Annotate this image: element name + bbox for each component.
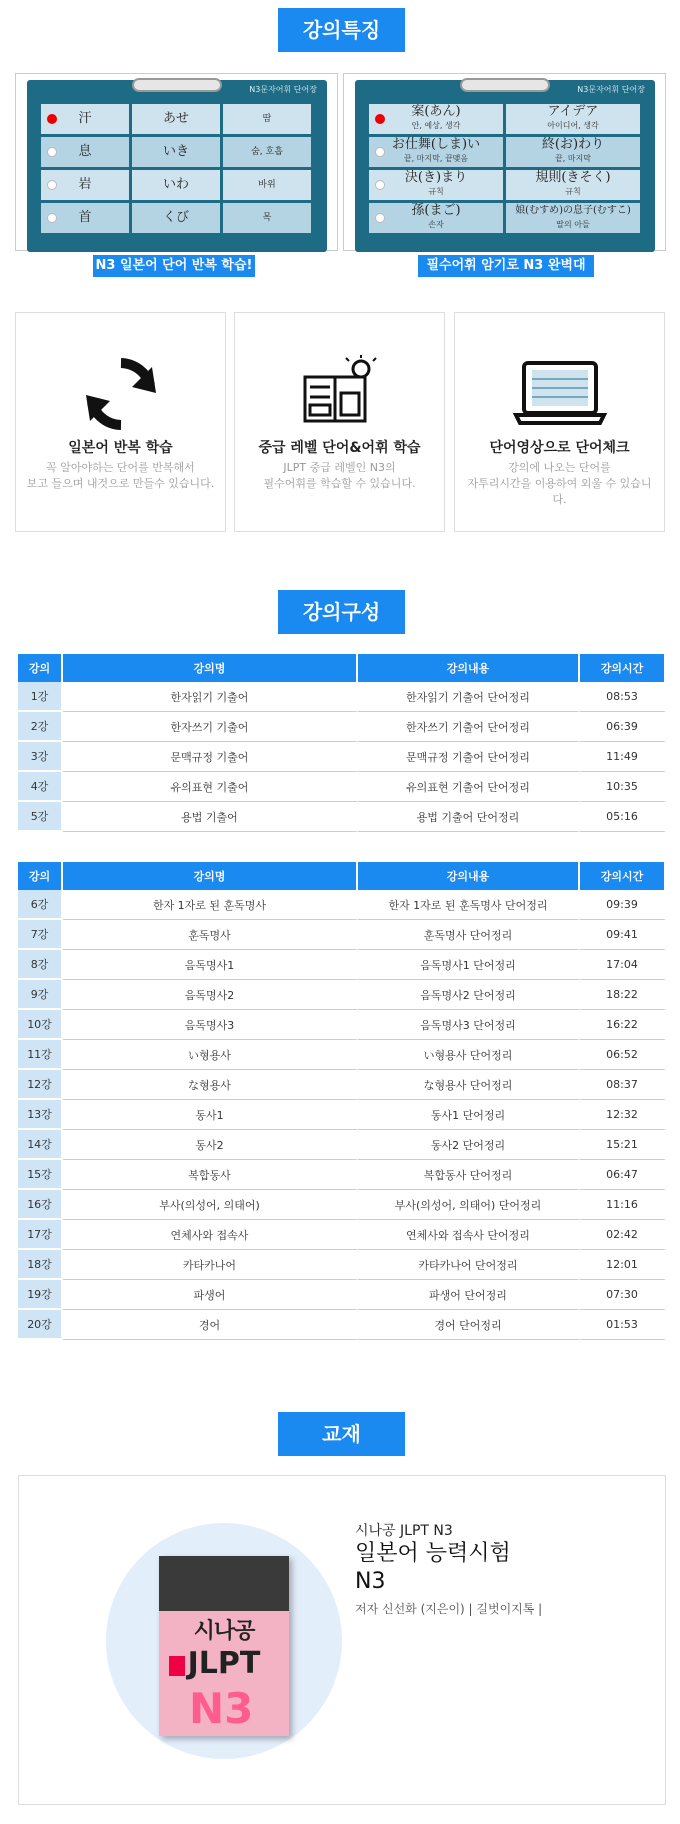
header-content: 강의내용 xyxy=(358,654,580,682)
red-dot-icon xyxy=(375,114,385,124)
lecture-time: 18:22 xyxy=(580,980,666,1010)
lecture-title: 음독명사3 xyxy=(63,1010,358,1040)
table-row xyxy=(18,1070,666,1100)
lecture-time: 11:16 xyxy=(580,1190,666,1220)
feature-card-level xyxy=(234,312,445,532)
lecture-number: 16강 xyxy=(18,1190,63,1220)
kanji: 岩 xyxy=(78,177,92,192)
lecture-title: 한자읽기 기출어 xyxy=(63,682,358,712)
lecture-content: 카타카나어 단어정리 xyxy=(358,1250,580,1280)
lecture-content: 파생어 단어정리 xyxy=(358,1280,580,1310)
reading: いき xyxy=(132,137,220,167)
table-row xyxy=(18,1220,666,1250)
kanji: 首 xyxy=(78,210,92,225)
lecture-number: 12강 xyxy=(18,1070,63,1100)
table-row xyxy=(18,1130,666,1160)
word: 娘(むすめ)の息子(むすこ) xyxy=(515,205,631,216)
lecture-title: 음독명사2 xyxy=(63,980,358,1010)
word-meaning: 안, 예상, 생각 xyxy=(411,121,461,130)
meaning: 숨, 호흡 xyxy=(223,137,311,167)
lecture-time: 02:42 xyxy=(580,1220,666,1250)
lecture-title: い형용사 xyxy=(63,1040,358,1070)
lecture-content: 음독명사1 단어정리 xyxy=(358,950,580,980)
lecture-number: 8강 xyxy=(18,950,63,980)
table-row xyxy=(18,772,666,802)
laptop-icon xyxy=(512,353,608,439)
reading: くび xyxy=(132,203,220,233)
book-idea-icon xyxy=(299,353,381,439)
feature-desc: JLPT 중급 레벨인 N3의 필수어휘를 학습할 수 있습니다. xyxy=(263,461,416,490)
cover-jlpt: JLPT xyxy=(187,1646,261,1681)
feature-desc: 꼭 알아야하는 단어를 반복해서 보고 들으며 내것으로 만들수 있습니다. xyxy=(26,461,215,490)
dot-icon xyxy=(47,147,57,157)
word: 規則(きそく) xyxy=(535,170,611,185)
lecture-time: 17:04 xyxy=(580,950,666,980)
dot-icon xyxy=(375,213,385,223)
word: 孫(まご) xyxy=(411,203,461,218)
lecture-number: 19강 xyxy=(18,1280,63,1310)
lecture-content: 동사1 단어정리 xyxy=(358,1100,580,1130)
refresh-icon xyxy=(80,353,162,439)
lecture-number: 2강 xyxy=(18,712,63,742)
red-dot-icon xyxy=(47,114,57,124)
kanji: 息 xyxy=(78,144,92,159)
vocab-row xyxy=(369,203,645,233)
curriculum-table-1 xyxy=(18,654,666,832)
flashcard-right xyxy=(343,73,666,251)
feature-card-repeat xyxy=(15,312,226,532)
lecture-title: 한자 1자로 된 훈독명사 xyxy=(63,890,358,920)
cover-top-band xyxy=(159,1556,289,1611)
header-title: 강의명 xyxy=(63,654,358,682)
header-lecture: 강의 xyxy=(18,654,63,682)
lecture-content: 경어 단어정리 xyxy=(358,1310,580,1340)
vocab-board xyxy=(27,80,327,252)
lecture-time: 09:39 xyxy=(580,890,666,920)
lecture-number: 5강 xyxy=(18,802,63,832)
lecture-title: 카타카나어 xyxy=(63,1250,358,1280)
lecture-number: 13강 xyxy=(18,1100,63,1130)
lecture-time: 07:30 xyxy=(580,1280,666,1310)
lecture-content: 유의표현 기출어 단어정리 xyxy=(358,772,580,802)
lecture-number: 9강 xyxy=(18,980,63,1010)
word-meaning: 규칙 xyxy=(428,187,444,196)
board-tag: N3문자어휘 단어장 xyxy=(249,85,317,94)
feature-title: 중급 레벨 단어&어휘 학습 xyxy=(258,440,421,456)
word: 案(あん) xyxy=(411,104,461,119)
lecture-number: 14강 xyxy=(18,1130,63,1160)
lecture-title: 음독명사1 xyxy=(63,950,358,980)
lecture-number: 1강 xyxy=(18,682,63,712)
word-meaning: 딸의 아들 xyxy=(556,220,590,229)
dot-icon xyxy=(375,180,385,190)
book-cover-image xyxy=(159,1556,289,1736)
table-row xyxy=(18,890,666,920)
clip-icon xyxy=(132,78,222,92)
lecture-time: 12:32 xyxy=(580,1100,666,1130)
dot-icon xyxy=(375,147,385,157)
lecture-time: 06:47 xyxy=(580,1160,666,1190)
table-row xyxy=(18,1310,666,1340)
table-row xyxy=(18,1010,666,1040)
lecture-title: 동사1 xyxy=(63,1100,358,1130)
lecture-time: 01:53 xyxy=(580,1310,666,1340)
vocab-board xyxy=(355,80,655,252)
table-row xyxy=(18,1040,666,1070)
lecture-title: な형용사 xyxy=(63,1070,358,1100)
textbook-series: 시나공 JLPT N3 xyxy=(355,1523,453,1539)
word-meaning: 끝, 마지막, 끝맺음 xyxy=(403,154,469,163)
feature-title: 단어영상으로 단어체크 xyxy=(489,440,630,456)
lecture-content: 동사2 단어정리 xyxy=(358,1130,580,1160)
table-row xyxy=(18,980,666,1010)
lecture-time: 06:52 xyxy=(580,1040,666,1070)
word-meaning: 아이디어, 생각 xyxy=(547,121,599,130)
word-meaning: 끝, 마지막 xyxy=(555,154,591,163)
table-row xyxy=(18,742,666,772)
header-content: 강의내용 xyxy=(358,862,580,890)
word-meaning: 규칙 xyxy=(565,187,581,196)
word: 決(き)まり xyxy=(404,170,468,185)
vocab-row xyxy=(369,137,645,167)
lecture-title: 파생어 xyxy=(63,1280,358,1310)
lecture-content: 용법 기출어 단어정리 xyxy=(358,802,580,832)
word: お仕舞(しま)い xyxy=(391,137,481,152)
lecture-number: 10강 xyxy=(18,1010,63,1040)
reading: あせ xyxy=(132,104,220,134)
lecture-title: 한자쓰기 기출어 xyxy=(63,712,358,742)
lecture-title: 유의표현 기출어 xyxy=(63,772,358,802)
lecture-time: 15:21 xyxy=(580,1130,666,1160)
word: 終(お)わり xyxy=(541,137,605,152)
table-row xyxy=(18,920,666,950)
word: アイデア xyxy=(547,104,599,119)
table-row xyxy=(18,682,666,712)
lecture-time: 12:01 xyxy=(580,1250,666,1280)
caption-left: N3 일본어 단어 반복 학습! xyxy=(93,255,255,277)
lecture-title: 훈독명사 xyxy=(63,920,358,950)
cover-level: N3 xyxy=(189,1684,254,1733)
lecture-number: 11강 xyxy=(18,1040,63,1070)
lecture-number: 7강 xyxy=(18,920,63,950)
lecture-title: 용법 기출어 xyxy=(63,802,358,832)
flashcard-left xyxy=(15,73,338,251)
meaning: 바위 xyxy=(223,170,311,200)
vocab-row xyxy=(41,203,317,233)
lecture-time: 06:39 xyxy=(580,712,666,742)
lecture-content: 한자 1자로 된 훈독명사 단어정리 xyxy=(358,890,580,920)
header-lecture: 강의 xyxy=(18,862,63,890)
textbook-box xyxy=(18,1475,666,1805)
lecture-time: 05:16 xyxy=(580,802,666,832)
lecture-title: 연체사와 접속사 xyxy=(63,1220,358,1250)
header-time: 강의시간 xyxy=(580,862,666,890)
vocab-row xyxy=(41,104,317,134)
lecture-number: 15강 xyxy=(18,1160,63,1190)
clip-icon xyxy=(460,78,550,92)
table-row xyxy=(18,1280,666,1310)
textbook-author: 저자 신선화 (지은이) | 길벗이지톡 | xyxy=(355,1602,543,1616)
vocab-row xyxy=(41,170,317,200)
section-title-textbook: 교재 xyxy=(278,1412,405,1456)
cover-title: 시나공 xyxy=(193,1619,255,1644)
vocab-row xyxy=(369,104,645,134)
section-title-features: 강의특징 xyxy=(278,8,405,52)
meaning: 목 xyxy=(223,203,311,233)
feature-title: 일본어 반복 학습 xyxy=(68,440,173,456)
curriculum-table-2 xyxy=(18,862,666,1340)
meaning: 땀 xyxy=(223,104,311,134)
lecture-title: 복합동사 xyxy=(63,1160,358,1190)
lecture-content: 음독명사3 단어정리 xyxy=(358,1010,580,1040)
table-row xyxy=(18,1190,666,1220)
lecture-content: 훈독명사 단어정리 xyxy=(358,920,580,950)
lecture-content: 복합동사 단어정리 xyxy=(358,1160,580,1190)
lecture-number: 18강 xyxy=(18,1250,63,1280)
lecture-time: 09:41 xyxy=(580,920,666,950)
lecture-title: 문맥규정 기출어 xyxy=(63,742,358,772)
lecture-content: い형용사 단어정리 xyxy=(358,1040,580,1070)
vocab-row xyxy=(41,137,317,167)
lecture-title: 부사(의성어, 의태어) xyxy=(63,1190,358,1220)
header-time: 강의시간 xyxy=(580,654,666,682)
lecture-content: な형용사 단어정리 xyxy=(358,1070,580,1100)
dot-icon xyxy=(47,180,57,190)
lecture-time: 10:35 xyxy=(580,772,666,802)
kanji: 汗 xyxy=(78,111,92,126)
table-row xyxy=(18,1250,666,1280)
header-title: 강의명 xyxy=(63,862,358,890)
lecture-content: 부사(의성어, 의태어) 단어정리 xyxy=(358,1190,580,1220)
lecture-content: 문맥규정 기출어 단어정리 xyxy=(358,742,580,772)
lecture-time: 08:53 xyxy=(580,682,666,712)
lecture-time: 11:49 xyxy=(580,742,666,772)
lecture-number: 20강 xyxy=(18,1310,63,1340)
lecture-content: 연체사와 접속사 단어정리 xyxy=(358,1220,580,1250)
dot-icon xyxy=(47,213,57,223)
reading: いわ xyxy=(132,170,220,200)
table-row xyxy=(18,950,666,980)
lecture-title: 경어 xyxy=(63,1310,358,1340)
table-row xyxy=(18,802,666,832)
lecture-content: 한자읽기 기출어 단어정리 xyxy=(358,682,580,712)
feature-desc: 강의에 나오는 단어를 자투리시간을 이용하여 외울 수 있습니다. xyxy=(467,461,652,506)
word-meaning: 손자 xyxy=(428,220,444,229)
feature-card-video xyxy=(454,312,665,532)
table-row xyxy=(18,1160,666,1190)
table-row xyxy=(18,712,666,742)
lecture-time: 08:37 xyxy=(580,1070,666,1100)
vocab-row xyxy=(369,170,645,200)
lecture-content: 음독명사2 단어정리 xyxy=(358,980,580,1010)
lecture-number: 6강 xyxy=(18,890,63,920)
caption-right: 필수어휘 암기로 N3 완벽대비! xyxy=(418,255,594,277)
lecture-number: 3강 xyxy=(18,742,63,772)
lecture-content: 한자쓰기 기출어 단어정리 xyxy=(358,712,580,742)
lecture-number: 17강 xyxy=(18,1220,63,1250)
lecture-title: 동사2 xyxy=(63,1130,358,1160)
section-title-curriculum: 강의구성 xyxy=(278,590,405,634)
board-tag: N3문자어휘 단어장 xyxy=(577,85,645,94)
lecture-time: 16:22 xyxy=(580,1010,666,1040)
textbook-title: 일본어 능력시험 N3 xyxy=(355,1541,511,1594)
table-row xyxy=(18,1100,666,1130)
lecture-number: 4강 xyxy=(18,772,63,802)
